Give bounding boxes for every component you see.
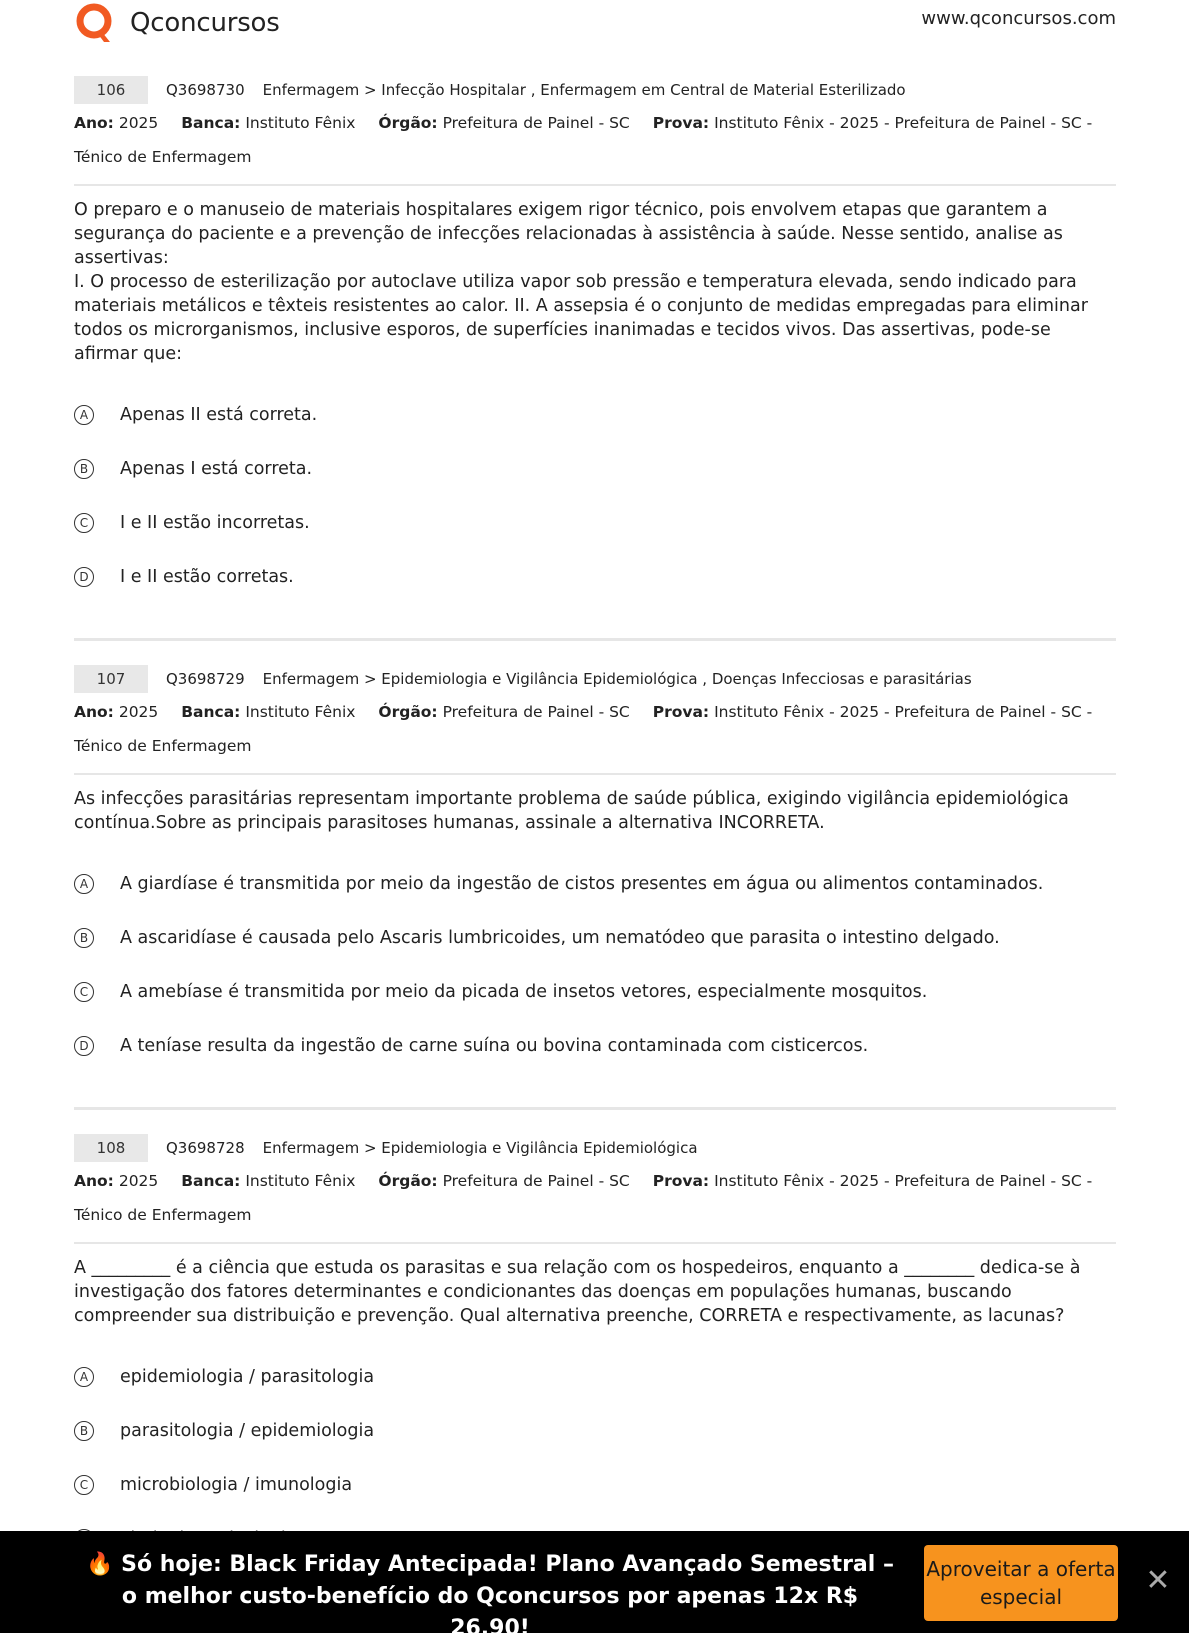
alternative-text[interactable]: Apenas I está correta. — [120, 459, 313, 479]
header — [74, 0, 1116, 52]
meta-prova: Instituto Fênix - 2025 - Prefeitura de Painel - SC - Ténico de Enfermagem — [74, 1172, 1093, 1224]
alternative-text[interactable]: parasitologia / epidemiologia — [120, 1421, 375, 1441]
meta-prova: Instituto Fênix - 2025 - Prefeitura de Painel - SC - Ténico de Enfermagem — [74, 703, 1093, 755]
alternative-a[interactable] — [74, 857, 1116, 911]
meta-orgao: Prefeitura de Painel - SC — [442, 114, 630, 132]
question-subject: Enfermagem > Epidemiologia e Vigilância Epidemiológica — [262, 1139, 698, 1157]
question-separator — [74, 1107, 1116, 1110]
alternative-text[interactable]: A amebíase é transmitida por meio da picada de insetos vetores, especialmente mosquitos. — [120, 982, 928, 1002]
meta-label-prova: Prova: — [652, 1172, 710, 1190]
question-card — [74, 76, 1116, 641]
alternative-d[interactable] — [74, 1019, 1116, 1073]
brand-name: Qconcursos — [130, 8, 280, 38]
meta-label-banca: Banca: — [181, 703, 241, 721]
page — [74, 0, 1116, 1603]
question-id[interactable]: Q3698730 — [166, 81, 245, 99]
meta-label-ano: Ano: — [74, 114, 114, 132]
question-subject: Enfermagem > Infecção Hospitalar , Enfermagem em Central de Material Esterilizado — [262, 81, 906, 99]
meta-ano: 2025 — [118, 114, 159, 132]
meta-label-ano: Ano: — [74, 1172, 114, 1190]
meta-ano: 2025 — [118, 703, 159, 721]
alternative-text[interactable]: microbiologia / imunologia — [120, 1475, 353, 1495]
alternative-text[interactable]: A ascaridíase é causada pelo Ascaris lumbricoides, um nematódeo que parasita o intestino delgado. — [120, 928, 1000, 948]
alternative-b[interactable] — [74, 442, 1116, 496]
alternative-d[interactable] — [74, 550, 1116, 604]
meta-orgao: Prefeitura de Painel - SC — [442, 1172, 630, 1190]
alternative-letter-icon[interactable]: B — [74, 928, 94, 948]
alternative-text[interactable]: I e II estão incorretas. — [120, 513, 310, 533]
alternative-letter-icon[interactable]: A — [74, 405, 94, 425]
alternative-text[interactable]: I e II estão corretas. — [120, 567, 294, 587]
meta-label-orgao: Órgão: — [378, 703, 438, 721]
alternative-a[interactable] — [74, 388, 1116, 442]
alternative-a[interactable] — [74, 1350, 1116, 1404]
fire-icon: 🔥 — [86, 1552, 114, 1577]
meta-label-prova: Prova: — [652, 114, 710, 132]
meta-label-banca: Banca: — [181, 114, 241, 132]
meta-prova: Instituto Fênix - 2025 - Prefeitura de Painel - SC - Ténico de Enfermagem — [74, 114, 1093, 166]
question-text: A _________ é a ciência que estuda os parasitas e sua relação com os hospedeiros, enquanto a ________ dedica-se à investigação dos fatores determinantes e condicionantes das doenças em populações humanas, buscando compreender sua distribuição e prevenção. Qual alternativa preenche, CORRETA e respectivamente, as lacunas? — [74, 1258, 1081, 1326]
meta-banca: Instituto Fênix — [245, 1172, 356, 1190]
promo-offer-button[interactable] — [924, 1545, 1118, 1621]
alternatives — [74, 388, 1116, 604]
question-assertions: I. O processo de esterilização por autoclave utiliza vapor sob pressão e temperatura elevada, sendo indicado para materiais metálicos e têxteis resistentes ao calor. II. A assepsia é o conjunto de medidas empregadas para eliminar todos os microrganismos, inclusive esporos, de superfícies inanimadas e tecidos vivos. Das assertivas, pode-se afirmar que: — [74, 272, 1088, 364]
alternative-c[interactable] — [74, 965, 1116, 1019]
question-card — [74, 665, 1116, 1110]
alternative-letter-icon[interactable]: C — [74, 513, 94, 533]
question-meta — [74, 106, 1116, 174]
alternative-b[interactable] — [74, 911, 1116, 965]
meta-ano: 2025 — [118, 1172, 159, 1190]
question-id[interactable]: Q3698729 — [166, 670, 245, 688]
alternative-b[interactable] — [74, 1404, 1116, 1458]
meta-label-orgao: Órgão: — [378, 1172, 438, 1190]
question-meta — [74, 695, 1116, 763]
alternative-letter-icon[interactable]: D — [74, 567, 94, 587]
question-meta — [74, 1164, 1116, 1232]
question-header — [74, 1134, 1116, 1162]
meta-label-prova: Prova: — [652, 703, 710, 721]
promo-banner — [0, 1531, 1189, 1641]
question-text — [74, 198, 1116, 366]
alternative-letter-icon[interactable]: D — [74, 1036, 94, 1056]
divider — [74, 1242, 1116, 1244]
question-number: 107 — [74, 665, 148, 693]
alternative-text[interactable]: A teníase resulta da ingestão de carne suína ou bovina contaminada com cisticercos. — [120, 1036, 869, 1056]
question-number: 106 — [74, 76, 148, 104]
question-header — [74, 665, 1116, 693]
alternative-text[interactable]: epidemiologia / parasitologia — [120, 1367, 375, 1387]
question-text: As infecções parasitárias representam importante problema de saúde pública, exigindo vigilância epidemiológica contínua.Sobre as principais parasitoses humanas, assinale a alternativa INCORRETA. — [74, 789, 1069, 833]
alternative-letter-icon[interactable]: C — [74, 982, 94, 1002]
question-subject: Enfermagem > Epidemiologia e Vigilância Epidemiológica , Doenças Infecciosas e parasitárias — [262, 670, 972, 688]
alternative-c[interactable] — [74, 1458, 1116, 1512]
meta-label-banca: Banca: — [181, 1172, 241, 1190]
promo-message: Só hoje: Black Friday Antecipada! Plano Avançado Semestral – o melhor custo-benefício do Qconcursos por apenas 12x R$ 26,90! — [121, 1552, 894, 1641]
meta-label-ano: Ano: — [74, 703, 114, 721]
alternative-letter-icon[interactable]: A — [74, 1367, 94, 1387]
meta-label-orgao: Órgão: — [378, 114, 438, 132]
promo-offer-button-label[interactable]: Aproveitar a oferta especial — [926, 1557, 1116, 1609]
question-statement: O preparo e o manuseio de materiais hospitalares exigem rigor técnico, pois envolvem etapas que garantem a segurança do paciente e a prevenção de infecções relacionadas à assistência à saúde. Nesse sentido, analise as assertivas: — [74, 200, 1063, 268]
close-icon[interactable]: ✕ — [1145, 1563, 1171, 1598]
logo[interactable] — [74, 2, 280, 44]
qconcursos-logo-icon — [74, 2, 116, 44]
question-number: 108 — [74, 1134, 148, 1162]
alternatives — [74, 857, 1116, 1073]
question-id[interactable]: Q3698728 — [166, 1139, 245, 1157]
meta-banca: Instituto Fênix — [245, 114, 356, 132]
alternative-text[interactable]: Apenas II está correta. — [120, 405, 318, 425]
question-separator — [74, 638, 1116, 641]
divider — [74, 773, 1116, 775]
promo-message-box — [80, 1549, 900, 1645]
question-header — [74, 76, 1116, 104]
site-url[interactable]: www.qconcursos.com — [921, 8, 1116, 29]
alternative-c[interactable] — [74, 496, 1116, 550]
divider — [74, 184, 1116, 186]
alternative-letter-icon[interactable]: C — [74, 1475, 94, 1495]
alternative-letter-icon[interactable]: A — [74, 874, 94, 894]
meta-banca: Instituto Fênix — [245, 703, 356, 721]
meta-orgao: Prefeitura de Painel - SC — [442, 703, 630, 721]
alternative-letter-icon[interactable]: B — [74, 459, 94, 479]
alternative-text[interactable]: A giardíase é transmitida por meio da ingestão de cistos presentes em água ou alimentos contaminados. — [120, 874, 1044, 894]
alternative-letter-icon[interactable]: B — [74, 1421, 94, 1441]
